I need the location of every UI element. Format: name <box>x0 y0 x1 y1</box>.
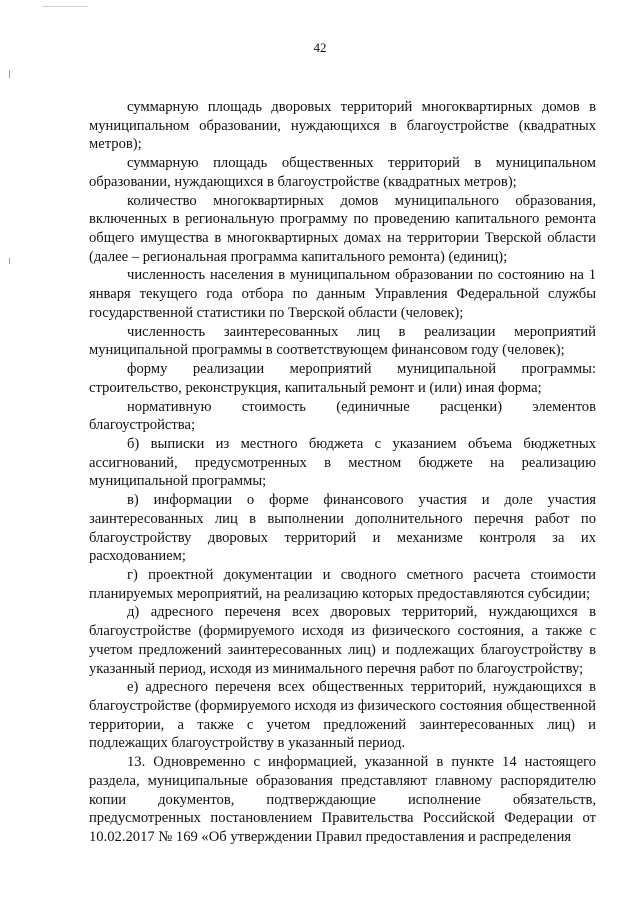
scan-artifact <box>42 6 88 7</box>
paragraph: численность заинтересованных лиц в реализации мероприятий муниципальной программы в соответствующем финансовом году (человек); <box>89 323 596 359</box>
paragraph: суммарную площадь общественных территорий в муниципальном образовании, нуждающихся в благоустройстве (квадратных метров); <box>89 155 596 190</box>
margin-mark <box>9 70 10 78</box>
page-number: 42 <box>313 40 327 55</box>
paragraph: форму реализации мероприятий муниципальной программы: строительство, реконструкция, капитальный ремонт и (или) иная форма; <box>89 361 596 396</box>
paragraph: д) адресного переченя всех дворовых территорий, нуждающихся в благоустройстве (формируемого исходя из физического состояния, а также с учетом предложений заинтересованных лиц) и подлежащих благоустройству в указанный период, исходя из минимального перечня работ по благоустройству; <box>89 604 596 677</box>
paragraph: е) адресного переченя всех общественных территорий, нуждающихся в благоустройстве (формируемого исходя из физического состояния общественной территории, а также с учетом предложений заинтересованных лиц) и подлежащих благоустройству в указанный период. <box>89 679 596 752</box>
paragraph: г) проектной документации и сводного сметного расчета стоимости планируемых мероприятий, на реализацию которых предоставляются субсидии; <box>89 566 596 602</box>
body-text <box>89 98 596 847</box>
paragraph: суммарную площадь дворовых территорий многоквартирных домов в муниципальном образовании, нуждающихся в благоустройстве (квадратных метров); <box>89 99 596 153</box>
paragraph: б) выписки из местного бюджета с указанием объема бюджетных ассигнований, предусмотренных в местном бюджете на реализацию муниципальной программы; <box>89 435 596 490</box>
paragraph: 13. Одновременно с информацией, указанной в пункте 14 настоящего раздела, муниципальные образования представляют главному распорядителю копии документов, подтверждающие исполнение обязательств, предусмотренных постановлением Правительства Российской Федерации от 10.02.2017 № 169 «Об утверждении Правил предоставления и распределения <box>89 754 596 846</box>
margin-mark <box>9 258 10 264</box>
paragraph: нормативную стоимость (единичные расценки) элементов благоустройства; <box>89 398 596 434</box>
paragraph: количество многоквартирных домов муниципального образования, включенных в региональную программу по проведению капитального ремонта общего имущества в многоквартирных домах на территории Тверской области (далее – региональная программа капитального ремонта) (единиц); <box>89 192 596 265</box>
paragraph: численность населения в муниципальном образовании по состоянию на 1 января текущего года отбора по данным Управления Федеральной службы государственной статистики по Тверской области (человек); <box>89 267 596 321</box>
paragraph: в) информации о форме финансового участия и доле участия заинтересованных лиц в выполнении дополнительного перечня работ по благоустройству дворовых территорий и механизме контроля за их расходованием; <box>89 492 596 565</box>
